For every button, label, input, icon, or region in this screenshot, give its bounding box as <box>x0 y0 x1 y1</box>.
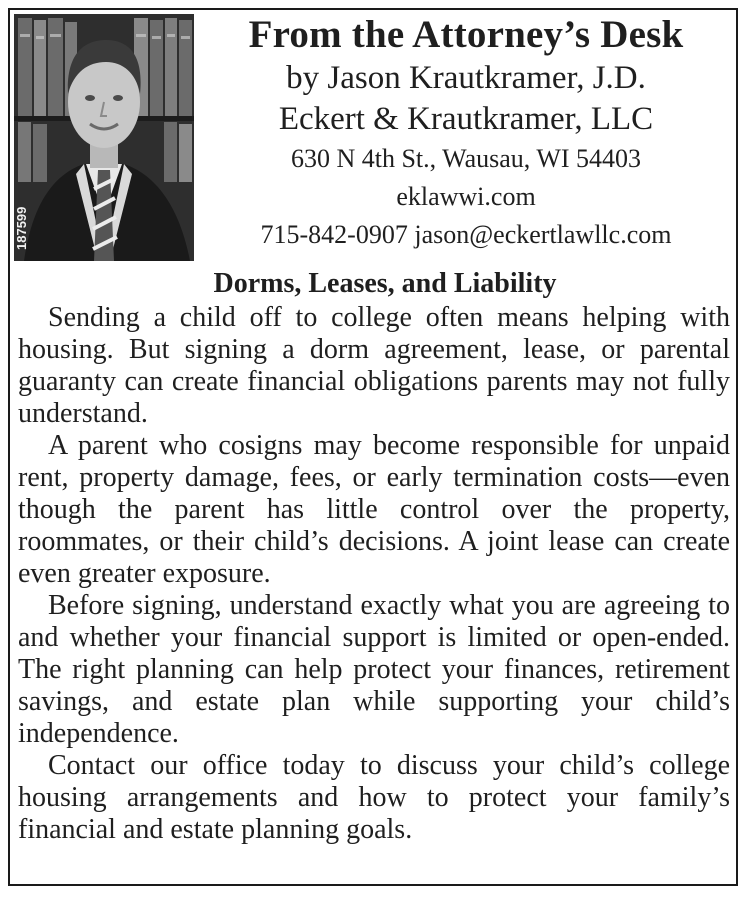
attorney-column-ad <box>8 8 738 886</box>
contact-line <box>196 216 736 254</box>
attorney-portrait-photo <box>14 14 194 261</box>
photo-id-number: 187599 <box>14 206 29 250</box>
firm-name: Eckert & Krautkramer, LLC <box>278 101 654 137</box>
article-body <box>18 302 730 846</box>
firm-website: eklawwi.com <box>396 182 536 211</box>
article-paragraph: Contact our office today to discuss your child’s college housing arrangements and how to protect your family’s financial and estate planning goals. <box>18 750 730 845</box>
column-title: From the Attorney’s Desk <box>248 13 684 56</box>
author-byline: by Jason Krautkramer, J.D. <box>286 60 646 96</box>
article-headline: Dorms, Leases, and Liability <box>213 268 557 299</box>
portrait-illustration <box>14 14 194 261</box>
article-paragraph: Sending a child off to college often means helping with housing. But signing a dorm agreement, lease, or parental guaranty can create financial obligations parents may not fully understand. <box>18 302 730 429</box>
column-header <box>196 12 736 254</box>
firm-address: 630 N 4th St., Wausau, WI 54403 <box>290 144 642 173</box>
article-paragraph: A parent who cosigns may become responsible for unpaid rent, property damage, fees, or early termination costs—even though the parent has little control over the property, roommates, or their child’s decisions. A joint lease can create even greater exposure. <box>18 430 730 589</box>
article-paragraph: Before signing, understand exactly what you are agreeing to and whether your financial support is limited or open-ended. The right planning can help protect your finances, retirement savings, and estate plan while supporting your child’s independence. <box>18 590 730 749</box>
phone-number: 715-842-0907 <box>260 220 408 249</box>
email-address: jason@eckertlawllc.com <box>414 220 672 249</box>
